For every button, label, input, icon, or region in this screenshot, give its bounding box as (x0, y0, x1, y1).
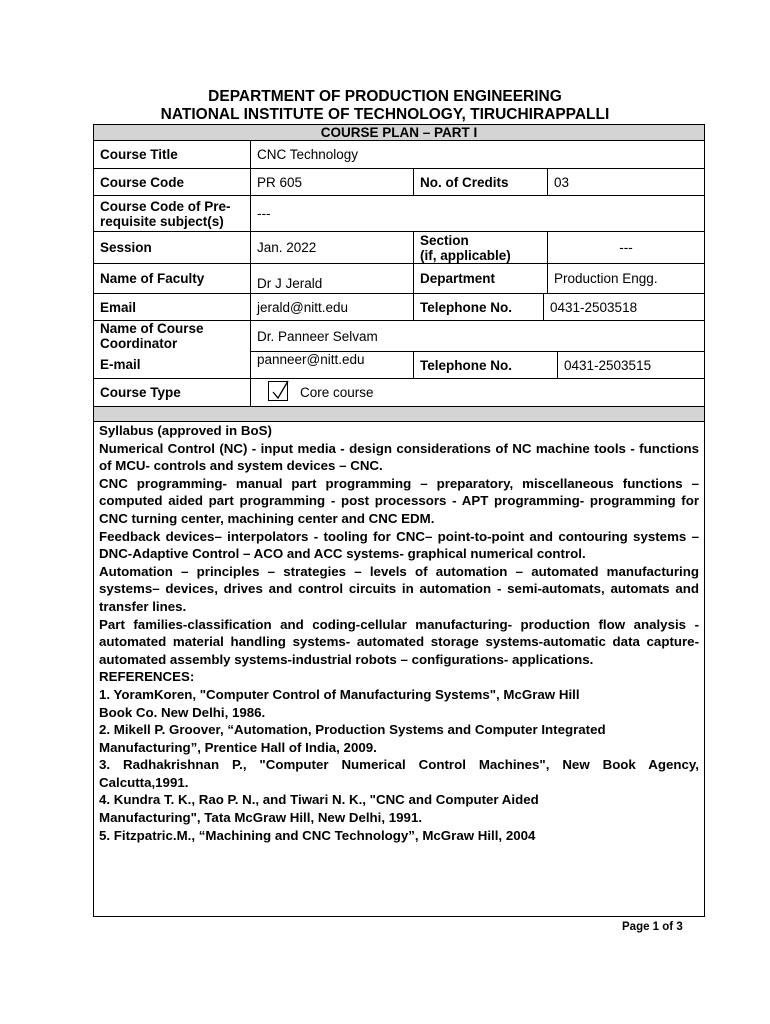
syllabus-heading (99, 422, 699, 440)
reference-3: 3. Radhakrishnan P., "Computer Numerical Control Machines", New Book Agency, Calcutta,1991. (99, 757, 699, 790)
section-label-line2: (if, applicable) (420, 247, 511, 263)
faculty-value: Dr J Jerald (251, 264, 414, 294)
course-title-value: CNC Technology (251, 141, 704, 169)
email-value: jerald@nitt.edu (251, 294, 414, 321)
syllabus-heading-text: Syllabus (approved in BoS) (99, 423, 272, 438)
credits-label: No. of Credits (414, 169, 548, 196)
telephone-label: Telephone No. (414, 294, 544, 321)
reference-2b: Manufacturing”, Prentice Hall of India, 2009. (99, 739, 377, 755)
department-title: DEPARTMENT OF PRODUCTION ENGINEERING (208, 88, 562, 105)
section-label (414, 232, 548, 264)
reference-1b: Book Co. New Delhi, 1986. (99, 704, 266, 720)
syllabus-para-3: Feedback devices– interpolators - tooling for CNC– point-to-point and contouring systems – DNC-Adaptive Control – ACO and ACC systems- graphical numerical control. (99, 528, 699, 562)
separator-bar (94, 407, 704, 422)
coordinator-value: Dr. Panneer Selvam (257, 328, 378, 344)
syllabus-para-4: Automation – principles – strategies – levels of automation – automated manufacturing systems– devices, drives and control circuits in automation - semi-automats, automats and transfer lines. (99, 563, 699, 614)
references-heading: REFERENCES: (99, 669, 195, 685)
reference-1a: 1. YoramKoren, "Computer Control of Manufacturing Systems", McGraw Hill (99, 686, 580, 702)
core-course-checkbox (268, 381, 288, 401)
email2-label: E-mail (94, 351, 251, 379)
session-value: Jan. 2022 (251, 232, 414, 264)
email2-value: panneer@nitt.edu (251, 351, 414, 379)
section-label-line1: Section (420, 232, 469, 248)
prereq-label: Course Code of Pre-requisite subject(s) (94, 196, 251, 232)
department-label: Department (414, 264, 548, 294)
course-code-value: PR 605 (251, 169, 414, 196)
prereq-value: --- (251, 196, 704, 232)
syllabus-para-5: Part families-classification and coding-cellular manufacturing- production flow analysis - automated material handling systems- automated storage systems-automatic data capture- automated assembly systems-industrial robots – configurations- applications. (99, 616, 699, 667)
check-icon (270, 379, 290, 401)
reference-2a: 2. Mikell P. Groover, “Automation, Production Systems and Computer Integrated (99, 722, 606, 738)
section-value: --- (548, 232, 704, 264)
department-value: Production Engg. (548, 264, 704, 294)
course-type-label: Course Type (94, 379, 251, 407)
course-title-label: Course Title (94, 141, 251, 169)
telephone2-label: Telephone No. (414, 351, 558, 379)
part-header: COURSE PLAN – PART I (94, 125, 704, 141)
credits-value: 03 (548, 169, 704, 196)
syllabus-para-2: CNC programming- manual part programming – preparatory, miscellaneous functions – computed aided part programming - post processors - APT programming- programming for CNC turning center, machining center and CNC EDM. (99, 475, 699, 526)
telephone2-value: 0431-2503515 (558, 351, 704, 379)
reference-4a: 4. Kundra T. K., Rao P. N., and Tiwari N. K., "CNC and Computer Aided (99, 792, 539, 808)
course-code-label: Course Code (94, 169, 251, 196)
telephone-value: 0431-2503518 (544, 294, 704, 321)
session-label: Session (94, 232, 251, 264)
syllabus-block (99, 422, 699, 844)
course-type-value: Core course (251, 379, 704, 407)
email-label: Email (94, 294, 251, 321)
institute-title: NATIONAL INSTITUTE OF TECHNOLOGY, TIRUCHIRAPPALLI (160, 106, 610, 123)
faculty-label: Name of Faculty (94, 264, 251, 294)
syllabus-para-1: Numerical Control (NC) - input media - design considerations of NC machine tools - functions of MCU- controls and system devices – CNC. (99, 440, 699, 474)
coordinator-label: Name of Course Coordinator (94, 321, 251, 351)
reference-5: 5. Fitzpatric.M., “Machining and CNC Technology”, McGraw Hill, 2004 (99, 827, 536, 843)
page-number: Page 1 of 3 (622, 921, 683, 933)
reference-4b: Manufacturing", Tata McGraw Hill, New Delhi, 1991. (99, 810, 423, 826)
